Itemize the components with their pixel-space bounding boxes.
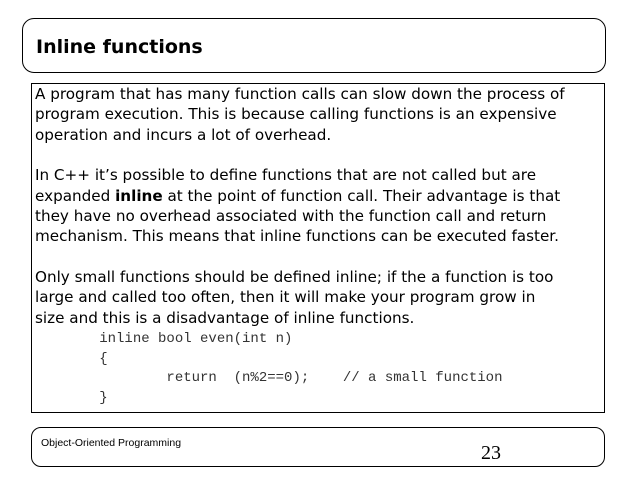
code-line: } [32, 389, 108, 406]
paragraph-overhead [32, 84, 604, 145]
paragraph-line: A program that has many function calls can slow down the process of [35, 85, 565, 103]
code-line: inline bool even(int n) [32, 331, 293, 348]
slide-title: Inline functions [36, 36, 203, 58]
paragraph-line: program execution. This is because calling functions is an expensive [35, 105, 557, 124]
paragraph-inline-definition [32, 165, 604, 247]
footer-course-label: Object-Oriented Programming [41, 437, 182, 449]
paragraph-line: operation and incurs a lot of overhead. [35, 125, 332, 144]
content-box [31, 83, 605, 413]
paragraph-line: In C++ it’s possible to define functions that are not called but are [35, 166, 537, 185]
code-line: return (n%2==0); // a small function [32, 370, 503, 387]
page-number: 23 [481, 442, 501, 464]
title-box [22, 18, 606, 73]
inline-keyword: inline [115, 186, 163, 205]
paragraph-small-functions [32, 267, 604, 328]
paragraph-line: mechanism. This means that inline functions can be executed faster. [35, 227, 559, 246]
paragraph-line: they have no overhead associated with the function call and return [35, 207, 547, 226]
paragraph-line: large and called too often, then it will make your program grow in [35, 288, 536, 307]
code-line: { [32, 350, 108, 367]
paragraph-text: expanded [35, 186, 116, 205]
paragraph-text: at the point of function call. Their advantage is that [162, 186, 561, 205]
footer-box [31, 427, 605, 467]
paragraph-line: size and this is a disadvantage of inline functions. [35, 308, 415, 327]
code-example [32, 330, 604, 408]
paragraph-line: Only small functions should be defined inline; if the a function is too [35, 267, 554, 286]
